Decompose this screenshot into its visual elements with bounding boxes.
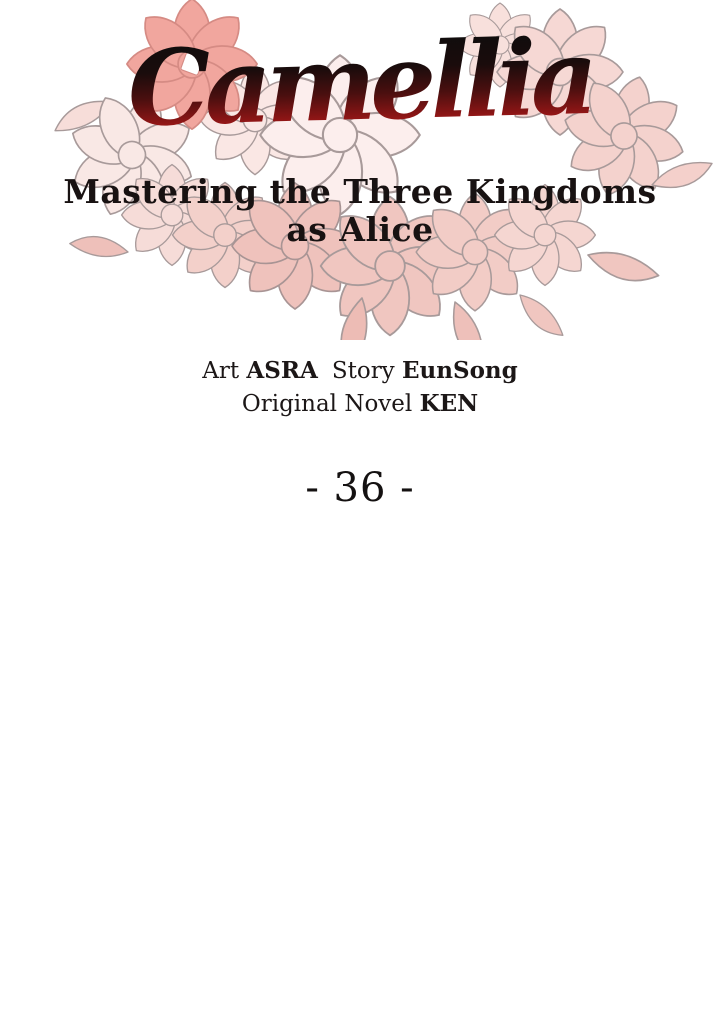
series-title: Camellia <box>0 9 720 158</box>
novel-label: Original Novel <box>241 390 413 417</box>
series-subtitle-line1: Mastering the Three Kingdoms <box>63 172 657 211</box>
credits-line-art-story <box>0 355 720 388</box>
art-name: ASRA <box>246 357 318 384</box>
episode-number: - 36 - <box>305 465 415 511</box>
credits-line-novel <box>0 388 720 421</box>
art-label: Art <box>202 358 240 384</box>
novel-name: KEN <box>419 389 479 417</box>
story-label: Story <box>331 358 395 384</box>
story-name: EunSong <box>402 357 518 384</box>
series-subtitle-line2: as Alice <box>286 209 434 249</box>
credits-block <box>0 355 720 420</box>
series-subtitle <box>0 173 720 249</box>
